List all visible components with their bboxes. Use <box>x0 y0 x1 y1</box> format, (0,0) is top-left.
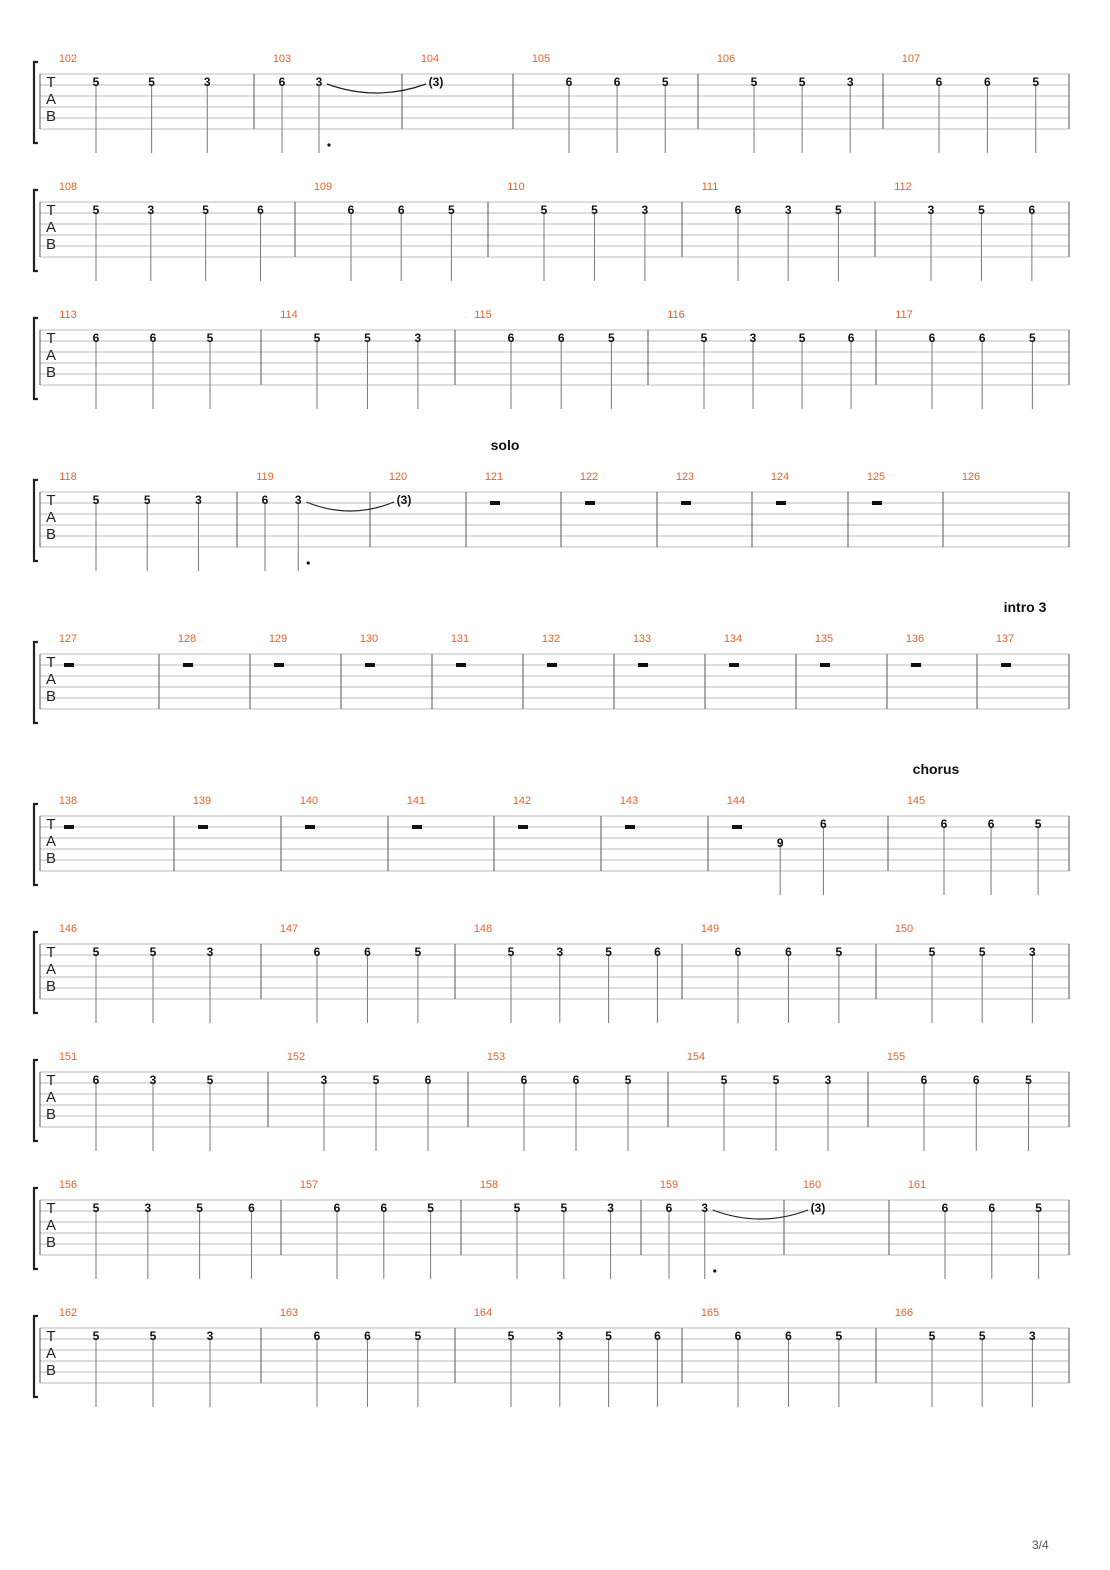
fret-number: 3 <box>784 203 792 218</box>
measure-number: 115 <box>474 309 492 321</box>
half-rest <box>729 663 739 667</box>
tab-clef-letter: T <box>46 816 56 833</box>
tab-clef-letter: B <box>45 364 57 381</box>
tab-clef-letter: A <box>45 961 57 978</box>
measure-number: 108 <box>58 181 78 193</box>
fret-number: 6 <box>347 203 355 218</box>
fret-number: 5 <box>149 1329 157 1344</box>
fret-number: 9 <box>776 836 784 851</box>
fret-number: 3 <box>641 203 649 218</box>
system-bracket <box>34 62 38 143</box>
half-rest <box>585 501 595 505</box>
half-rest <box>198 825 208 829</box>
fret-number: 5 <box>92 945 100 960</box>
measure-number: 145 <box>906 795 926 807</box>
fret-number: 3 <box>206 945 214 960</box>
measure-number: 138 <box>58 795 78 807</box>
fret-number: 5 <box>143 493 151 508</box>
tab-clef-letter: A <box>45 509 57 526</box>
staff-system <box>34 923 1069 1023</box>
fret-number: 5 <box>92 1329 100 1344</box>
fret-number: 5 <box>1035 1201 1042 1216</box>
half-rest <box>64 825 74 829</box>
system-bracket <box>34 642 38 723</box>
fret-number: 6 <box>261 493 269 508</box>
tab-clef-letter: T <box>46 654 56 671</box>
measure-number: 144 <box>726 795 746 807</box>
measure-number: 133 <box>632 633 652 645</box>
fret-number: 3 <box>824 1073 832 1088</box>
fret-number: 5 <box>978 203 985 218</box>
fret-number: 3 <box>556 1329 564 1344</box>
fret-number: 6 <box>572 1073 580 1088</box>
fret-number: 5 <box>196 1201 203 1216</box>
fret-number: 5 <box>364 331 371 346</box>
measure-number: 160 <box>802 1179 822 1191</box>
measure-number: 166 <box>894 1307 914 1319</box>
fret-number: 6 <box>785 945 792 960</box>
system-bracket <box>34 480 38 561</box>
measure-number: 110 <box>507 181 525 193</box>
fret-number: 5 <box>1034 817 1042 832</box>
measure-number: 147 <box>279 923 299 935</box>
fret-number: 6 <box>313 945 321 960</box>
staff-system <box>34 1179 1069 1279</box>
fret-number: 5 <box>92 1201 100 1216</box>
measure-number: 139 <box>192 795 212 807</box>
tied-fret-number: (3) <box>810 1201 826 1216</box>
half-rest <box>732 825 742 829</box>
fret-number: 5 <box>798 331 806 346</box>
staff-system <box>34 1307 1069 1407</box>
measure-number: 114 <box>280 309 298 321</box>
page-number: 3/4 <box>1032 1538 1049 1552</box>
fret-number: 6 <box>820 817 827 832</box>
fret-number: 5 <box>414 1329 422 1344</box>
measure-number: 124 <box>770 471 790 483</box>
fret-number: 6 <box>734 203 742 218</box>
fret-number: 3 <box>556 945 564 960</box>
measure-number: 125 <box>866 471 886 483</box>
fret-number: 6 <box>257 203 264 218</box>
half-rest <box>911 663 921 667</box>
tab-clef-letter: A <box>45 1089 57 1106</box>
section-label: intro 3 <box>1003 599 1047 615</box>
fret-number: 6 <box>785 1329 792 1344</box>
measure-number: 153 <box>486 1051 506 1063</box>
tied-fret-number: (3) <box>396 493 412 508</box>
fret-number: 5 <box>661 75 669 90</box>
tab-clef-letter: B <box>45 850 57 867</box>
fret-number: 6 <box>380 1201 388 1216</box>
fret-number: 5 <box>448 203 455 218</box>
system-bracket <box>34 1188 38 1269</box>
staff-system <box>34 599 1069 723</box>
measure-number: 118 <box>59 471 77 483</box>
fret-number: 6 <box>92 331 100 346</box>
half-rest <box>274 663 284 667</box>
measure-number: 156 <box>58 1179 78 1191</box>
tab-clef-letter: A <box>45 833 57 850</box>
fret-number: 3 <box>1029 1329 1036 1344</box>
fret-number: 5 <box>92 75 100 90</box>
measure-number: 120 <box>388 471 408 483</box>
fret-number: 6 <box>1028 203 1036 218</box>
measure-number: 109 <box>313 181 333 193</box>
fret-number: 6 <box>248 1201 255 1216</box>
tab-clef-letter: B <box>45 688 57 705</box>
fret-number: 6 <box>278 75 286 90</box>
measure-number: 136 <box>905 633 925 645</box>
measure-number: 107 <box>901 53 921 65</box>
half-rest <box>518 825 528 829</box>
tab-clef-letter: T <box>46 1200 56 1217</box>
measure-number: 142 <box>512 795 532 807</box>
fret-number: 5 <box>978 945 986 960</box>
fret-number: 6 <box>92 1073 100 1088</box>
half-rest <box>305 825 315 829</box>
staff-system <box>34 309 1069 409</box>
measure-number: 163 <box>279 1307 299 1319</box>
measure-number: 158 <box>479 1179 499 1191</box>
fret-number: 6 <box>333 1201 341 1216</box>
measure-number: 159 <box>659 1179 679 1191</box>
tab-clef-letter: A <box>45 1217 57 1234</box>
measure-number: 111 <box>701 181 719 193</box>
measure-number: 140 <box>299 795 319 807</box>
measure-number: 135 <box>814 633 834 645</box>
measure-number: 148 <box>473 923 493 935</box>
fret-number: 6 <box>928 331 936 346</box>
measure-number: 150 <box>894 923 914 935</box>
fret-number: 6 <box>149 331 157 346</box>
tab-clef-letter: T <box>46 202 56 219</box>
measure-number: 157 <box>299 1179 319 1191</box>
fret-number: 6 <box>935 75 943 90</box>
half-rest <box>547 663 557 667</box>
fret-number: 5 <box>700 331 708 346</box>
fret-number: 3 <box>320 1073 328 1088</box>
fret-number: 5 <box>206 1073 214 1088</box>
system-bracket <box>34 1316 38 1397</box>
measure-number: 130 <box>359 633 379 645</box>
fret-number: 6 <box>987 817 995 832</box>
fret-number: 5 <box>206 331 214 346</box>
measure-number: 154 <box>686 1051 706 1063</box>
fret-number: 6 <box>984 75 991 90</box>
half-rest <box>365 663 375 667</box>
tab-clef-letter: T <box>46 944 56 961</box>
tab-clef-letter: T <box>46 1328 56 1345</box>
fret-number: 5 <box>507 1329 515 1344</box>
measure-number: 127 <box>58 633 78 645</box>
section-label: chorus <box>912 761 960 777</box>
measure-number: 126 <box>961 471 981 483</box>
fret-number: 5 <box>540 203 548 218</box>
measure-number: 112 <box>894 181 912 193</box>
tab-clef-letter: B <box>45 236 57 253</box>
fret-number: 5 <box>148 75 155 90</box>
fret-number: 5 <box>772 1073 780 1088</box>
measure-number: 155 <box>886 1051 906 1063</box>
measure-number: 103 <box>272 53 292 65</box>
section-label: solo <box>490 437 520 453</box>
tab-clef-letter: A <box>45 347 57 364</box>
measure-number: 116 <box>667 309 685 321</box>
measure-number: 106 <box>716 53 736 65</box>
fret-number: 6 <box>397 203 405 218</box>
staff-system <box>34 1051 1069 1151</box>
fret-number: 5 <box>202 203 209 218</box>
fret-number: 6 <box>847 331 855 346</box>
fret-number: 5 <box>1032 75 1040 90</box>
measure-number: 129 <box>268 633 288 645</box>
system-bracket <box>34 190 38 271</box>
fret-number: 5 <box>560 1201 568 1216</box>
fret-number: 5 <box>313 331 321 346</box>
tab-clef-letter: A <box>45 219 57 236</box>
fret-number: 3 <box>927 203 935 218</box>
half-rest <box>456 663 466 667</box>
system-bracket <box>34 932 38 1013</box>
measure-number: 161 <box>907 1179 927 1191</box>
fret-number: 5 <box>928 945 936 960</box>
system-bracket <box>34 318 38 399</box>
fret-number: 3 <box>294 493 302 508</box>
half-rest <box>412 825 422 829</box>
dot <box>307 561 310 564</box>
fret-number: 5 <box>978 1329 986 1344</box>
fret-number: 5 <box>92 203 100 218</box>
half-rest <box>872 501 882 505</box>
tab-clef-letter: T <box>46 492 56 509</box>
fret-number: 5 <box>513 1201 521 1216</box>
fret-number: 3 <box>149 1073 157 1088</box>
staff-system <box>34 53 1069 153</box>
fret-number: 5 <box>835 203 842 218</box>
fret-number: 5 <box>1029 331 1036 346</box>
fret-number: 5 <box>507 945 515 960</box>
staff-system <box>34 437 1069 571</box>
fret-number: 6 <box>978 331 986 346</box>
fret-number: 6 <box>313 1329 321 1344</box>
fret-number: 6 <box>988 1201 996 1216</box>
fret-number: 5 <box>605 1329 612 1344</box>
measure-number: 123 <box>675 471 695 483</box>
fret-number: 6 <box>734 1329 742 1344</box>
fret-number: 5 <box>414 945 422 960</box>
half-rest <box>625 825 635 829</box>
half-rest <box>1001 663 1011 667</box>
tab-clef-letter: B <box>45 978 57 995</box>
fret-number: 5 <box>1025 1073 1032 1088</box>
measure-number: 119 <box>256 471 274 483</box>
fret-number: 6 <box>734 945 742 960</box>
fret-number: 3 <box>749 331 757 346</box>
measure-number: 165 <box>700 1307 720 1319</box>
tab-clef-letter: B <box>45 1234 57 1251</box>
tab-clef-letter: B <box>45 1362 57 1379</box>
staff-system <box>34 761 1069 895</box>
fret-number: 6 <box>557 331 565 346</box>
fret-number: 6 <box>654 1329 661 1344</box>
fret-number: 6 <box>613 75 621 90</box>
half-rest <box>638 663 648 667</box>
fret-number: 3 <box>1029 945 1036 960</box>
measure-number: 102 <box>58 53 78 65</box>
half-rest <box>820 663 830 667</box>
fret-number: 5 <box>928 1329 936 1344</box>
fret-number: 3 <box>414 331 422 346</box>
fret-number: 6 <box>565 75 573 90</box>
tab-clef-letter: B <box>45 108 57 125</box>
measure-number: 131 <box>450 633 470 645</box>
fret-number: 3 <box>701 1201 709 1216</box>
fret-number: 6 <box>364 945 371 960</box>
fret-number: 5 <box>798 75 806 90</box>
fret-number: 5 <box>624 1073 632 1088</box>
fret-number: 6 <box>940 817 948 832</box>
measure-number: 105 <box>531 53 551 65</box>
measure-number: 149 <box>700 923 720 935</box>
fret-number: 5 <box>92 493 100 508</box>
fret-number: 6 <box>654 945 661 960</box>
measure-number: 104 <box>420 53 440 65</box>
fret-number: 5 <box>591 203 598 218</box>
measure-number: 128 <box>177 633 197 645</box>
dot <box>713 1269 716 1272</box>
measure-number: 137 <box>995 633 1015 645</box>
fret-number: 5 <box>605 945 612 960</box>
measure-number: 113 <box>59 309 77 321</box>
fret-number: 3 <box>147 203 155 218</box>
measure-number: 162 <box>58 1307 78 1319</box>
fret-number: 3 <box>607 1201 614 1216</box>
fret-number: 3 <box>195 493 202 508</box>
half-rest <box>183 663 193 667</box>
measure-number: 151 <box>58 1051 78 1063</box>
fret-number: 3 <box>206 1329 214 1344</box>
fret-number: 5 <box>372 1073 380 1088</box>
tab-clef-letter: A <box>45 671 57 688</box>
fret-number: 5 <box>750 75 758 90</box>
half-rest <box>64 663 74 667</box>
fret-number: 6 <box>507 331 515 346</box>
tab-clef-letter: A <box>45 91 57 108</box>
tab-clef-letter: B <box>45 526 57 543</box>
half-rest <box>490 501 500 505</box>
staff-system <box>34 181 1069 281</box>
half-rest <box>776 501 786 505</box>
tab-clef-letter: B <box>45 1106 57 1123</box>
measure-number: 141 <box>406 795 426 807</box>
tied-fret-number: (3) <box>428 75 444 90</box>
tab-clef-letter: T <box>46 74 56 91</box>
fret-number: 6 <box>520 1073 528 1088</box>
measure-number: 117 <box>895 309 913 321</box>
measure-number: 143 <box>619 795 639 807</box>
fret-number: 6 <box>364 1329 371 1344</box>
measure-number: 134 <box>723 633 743 645</box>
dot <box>327 143 330 146</box>
system-bracket <box>34 804 38 885</box>
fret-number: 3 <box>203 75 211 90</box>
fret-number: 3 <box>144 1201 152 1216</box>
fret-number: 5 <box>720 1073 728 1088</box>
fret-number: 6 <box>972 1073 980 1088</box>
fret-number: 3 <box>315 75 323 90</box>
fret-number: 5 <box>835 945 843 960</box>
fret-number: 6 <box>920 1073 928 1088</box>
system-bracket <box>34 1060 38 1141</box>
half-rest <box>681 501 691 505</box>
fret-number: 5 <box>835 1329 843 1344</box>
tab-clef-letter: A <box>45 1345 57 1362</box>
measure-number: 122 <box>579 471 599 483</box>
tab-clef-letter: T <box>46 1072 56 1089</box>
fret-number: 3 <box>846 75 854 90</box>
measure-number: 164 <box>473 1307 493 1319</box>
fret-number: 6 <box>941 1201 949 1216</box>
measure-number: 152 <box>286 1051 306 1063</box>
fret-number: 6 <box>424 1073 432 1088</box>
measure-number: 132 <box>541 633 561 645</box>
fret-number: 5 <box>608 331 615 346</box>
measure-number: 121 <box>484 471 504 483</box>
measure-number: 146 <box>58 923 78 935</box>
tab-clef-letter: T <box>46 330 56 347</box>
fret-number: 6 <box>665 1201 673 1216</box>
fret-number: 5 <box>427 1201 434 1216</box>
fret-number: 5 <box>149 945 157 960</box>
